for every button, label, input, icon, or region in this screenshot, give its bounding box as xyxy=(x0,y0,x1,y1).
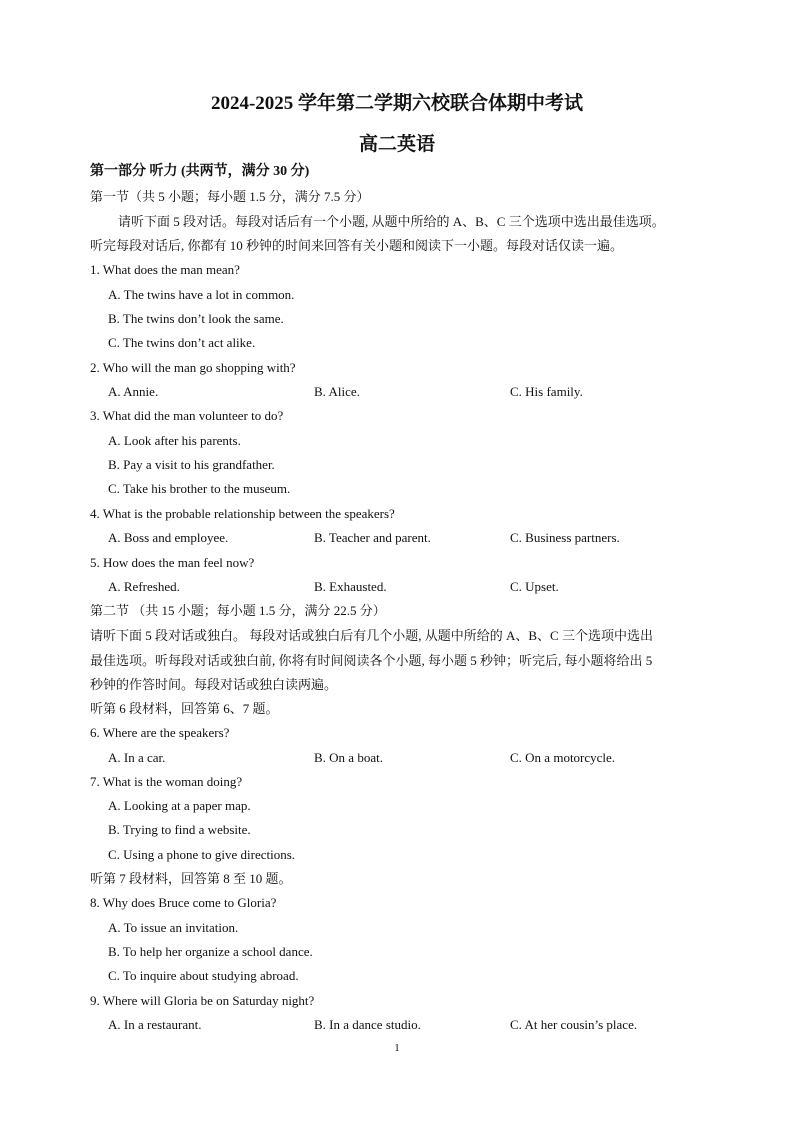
exam-subject: 高二英语 xyxy=(358,134,435,155)
q8-stem: 8. Why does Bruce come to Gloria? xyxy=(90,895,277,910)
q8-option-c: C. To inquire about studying abroad. xyxy=(108,968,299,983)
q1-option-c: C. The twins don’t act alike. xyxy=(108,335,256,350)
q9-option-b: B. In a dance studio. xyxy=(314,1017,421,1032)
q2-option-b: B. Alice. xyxy=(314,384,360,399)
q6-option-a: A. In a car. xyxy=(108,750,166,765)
q9-stem: 9. Where will Gloria be on Saturday night? xyxy=(90,993,315,1008)
section2-instruction-line1: 请听下面 5 段对话或独白。 每段对话或独白后有几个小题, 从题中所给的 A、B、C 三个选项中选出 xyxy=(90,628,653,643)
q8-option-b: B. To help her organize a school dance. xyxy=(108,944,313,959)
q4-option-a: A. Boss and employee. xyxy=(108,530,229,545)
q5-option-a: A. Refreshed. xyxy=(108,579,180,594)
page-number: 1 xyxy=(394,1042,400,1054)
q7-option-a: A. Looking at a paper map. xyxy=(108,798,251,813)
material-7-note: 听第 7 段材料，回答第 8 至 10 题。 xyxy=(90,871,292,886)
section1-heading: 第一节（共 5 小题；每小题 1.5 分，满分 7.5 分） xyxy=(90,189,370,204)
q2-option-c: C. His family. xyxy=(510,384,583,399)
q8-option-a: A. To issue an invitation. xyxy=(108,920,239,935)
q2-option-a: A. Annie. xyxy=(108,384,159,399)
q9-option-c: C. At her cousin’s place. xyxy=(510,1017,638,1032)
exam-title: 2024-2025 学年第二学期六校联合体期中考试 xyxy=(210,93,584,114)
section2-heading: 第二节 （共 15 小题；每小题 1.5 分，满分 22.5 分） xyxy=(90,603,386,618)
material-6-note: 听第 6 段材料，回答第 6、7 题。 xyxy=(90,701,279,716)
q4-option-b: B. Teacher and parent. xyxy=(314,530,431,545)
section2-instruction-line3: 秒钟的作答时间。每段对话或独白读两遍。 xyxy=(90,677,338,692)
part1-heading: 第一部分 听力 (共两节，满分 30 分) xyxy=(90,164,310,179)
section2-instruction-line2: 最佳选项。听每段对话或独白前, 你将有时间阅读各个小题, 每小题 5 秒钟；听完后, 每小题将给出 5 xyxy=(90,653,653,668)
q6-stem: 6. Where are the speakers? xyxy=(90,725,230,740)
q1-stem: 1. What does the man mean? xyxy=(90,262,240,277)
q6-option-b: B. On a boat. xyxy=(314,750,383,765)
q2-stem: 2. Who will the man go shopping with? xyxy=(90,360,296,375)
q1-option-a: A. The twins have a lot in common. xyxy=(108,287,295,302)
q3-option-a: A. Look after his parents. xyxy=(108,433,241,448)
q4-stem: 4. What is the probable relationship between the speakers? xyxy=(90,506,395,521)
q3-option-b: B. Pay a visit to his grandfather. xyxy=(108,457,275,472)
q3-stem: 3. What did the man volunteer to do? xyxy=(90,408,284,423)
q5-option-b: B. Exhausted. xyxy=(314,579,387,594)
section1-instruction-line2: 听完每段对话后, 你都有 10 秒钟的时间来回答有关小题和阅读下一小题。每段对话仅读一遍。 xyxy=(90,238,624,253)
q7-option-b: B. Trying to find a website. xyxy=(108,822,251,837)
q1-option-b: B. The twins don’t look the same. xyxy=(108,311,284,326)
q7-stem: 7. What is the woman doing? xyxy=(90,774,243,789)
q6-option-c: C. On a motorcycle. xyxy=(510,750,616,765)
section1-instruction-line1: 请听下面 5 段对话。每段对话后有一个小题, 从题中所给的 A、B、C 三个选项中选出最佳选项。 xyxy=(118,214,665,229)
q3-option-c: C. Take his brother to the museum. xyxy=(108,481,291,496)
q9-option-a: A. In a restaurant. xyxy=(108,1017,202,1032)
q5-option-c: C. Upset. xyxy=(510,579,559,594)
q7-option-c: C. Using a phone to give directions. xyxy=(108,847,296,862)
q4-option-c: C. Business partners. xyxy=(510,530,620,545)
q5-stem: 5. How does the man feel now? xyxy=(90,555,255,570)
